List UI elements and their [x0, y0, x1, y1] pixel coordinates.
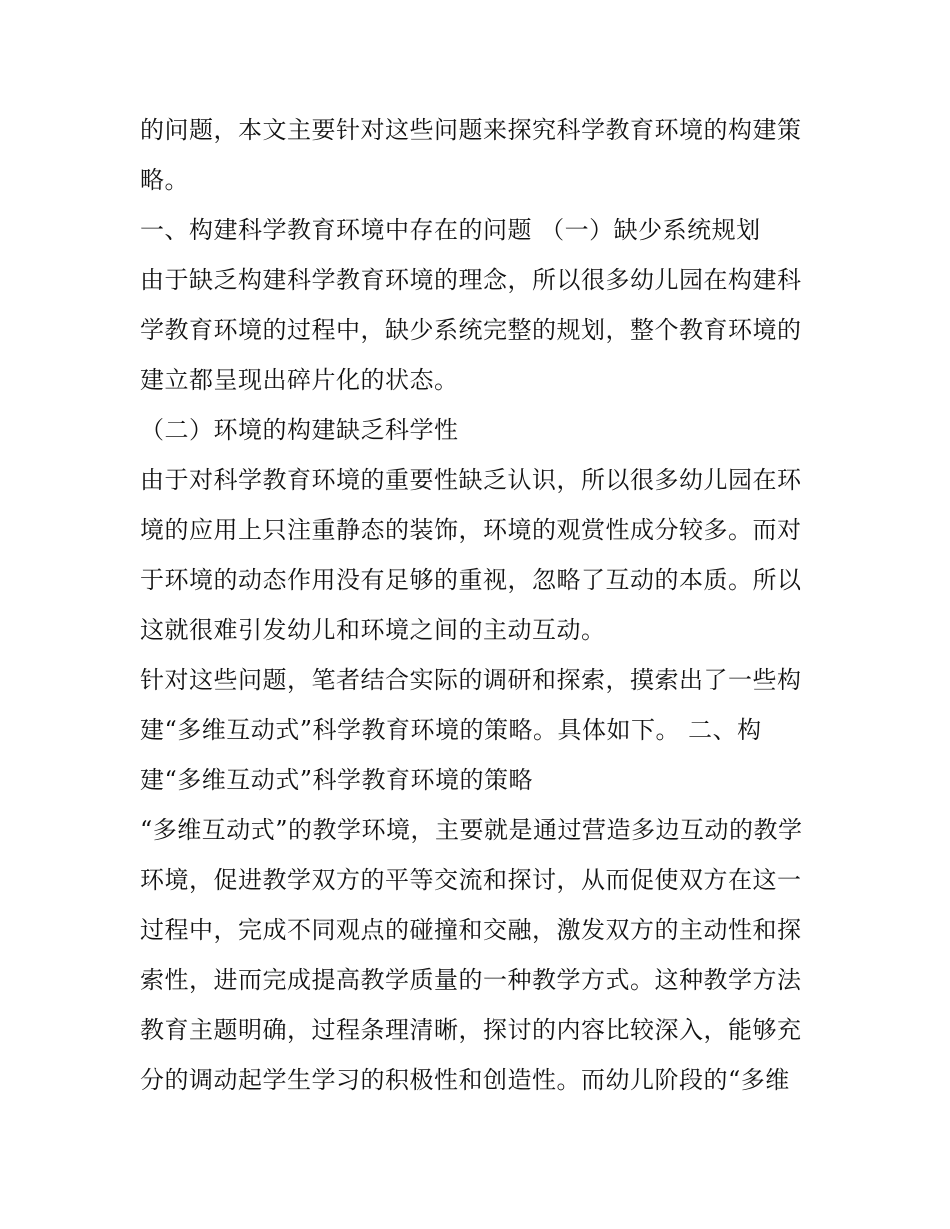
text-line: 环境，促进教学双方的平等交流和探讨，从而促使双方在这一: [140, 866, 802, 894]
text-line: 于环境的动态作用没有足够的重视，忽略了互动的本质。所以: [140, 566, 802, 594]
section-heading: 一、构建科学教育环境中存在的问题 （一）缺少系统规划: [140, 216, 761, 244]
text-line: 由于缺乏构建科学教育环境的理念，所以很多幼儿园在构建科: [140, 266, 802, 294]
text-line: 的问题，本文主要针对这些问题来探究科学教育环境的构建策: [140, 116, 802, 144]
text-line: 分的调动起学生学习的积极性和创造性。而幼儿阶段的“多维: [140, 1066, 790, 1094]
text-line: 索性，进而完成提高教学质量的一种教学方式。这种教学方法: [140, 966, 802, 994]
text-line: 学教育环境的过程中，缺少系统完整的规划，整个教育环境的: [140, 316, 802, 344]
text-line: 过程中，完成不同观点的碰撞和交融，激发双方的主动性和探: [140, 916, 802, 944]
text-line: 由于对科学教育环境的重要性缺乏认识，所以很多幼儿园在环: [140, 466, 802, 494]
text-line: 建立都呈现出碎片化的状态。: [140, 366, 459, 394]
text-line: 教育主题明确，过程条理清晰，探讨的内容比较深入，能够充: [140, 1016, 802, 1044]
section-heading: 建“多维互动式”科学教育环境的策略: [140, 766, 534, 794]
text-line: “多维互动式”的教学环境，主要就是通过营造多边互动的教学: [140, 816, 803, 844]
text-line: 境的应用上只注重静态的装饰，环境的观赏性成分较多。而对: [140, 516, 802, 544]
text-line: 略。: [140, 166, 189, 194]
text-line: 针对这些问题，笔者结合实际的调研和探索，摸索出了一些构: [140, 666, 802, 694]
subsection-heading: （二）环境的构建缺乏科学性: [140, 416, 459, 444]
text-line: 这就很难引发幼儿和环境之间的主动互动。: [140, 616, 606, 644]
text-line: 建“多维互动式”科学教育环境的策略。具体如下。 二、构: [140, 716, 762, 744]
